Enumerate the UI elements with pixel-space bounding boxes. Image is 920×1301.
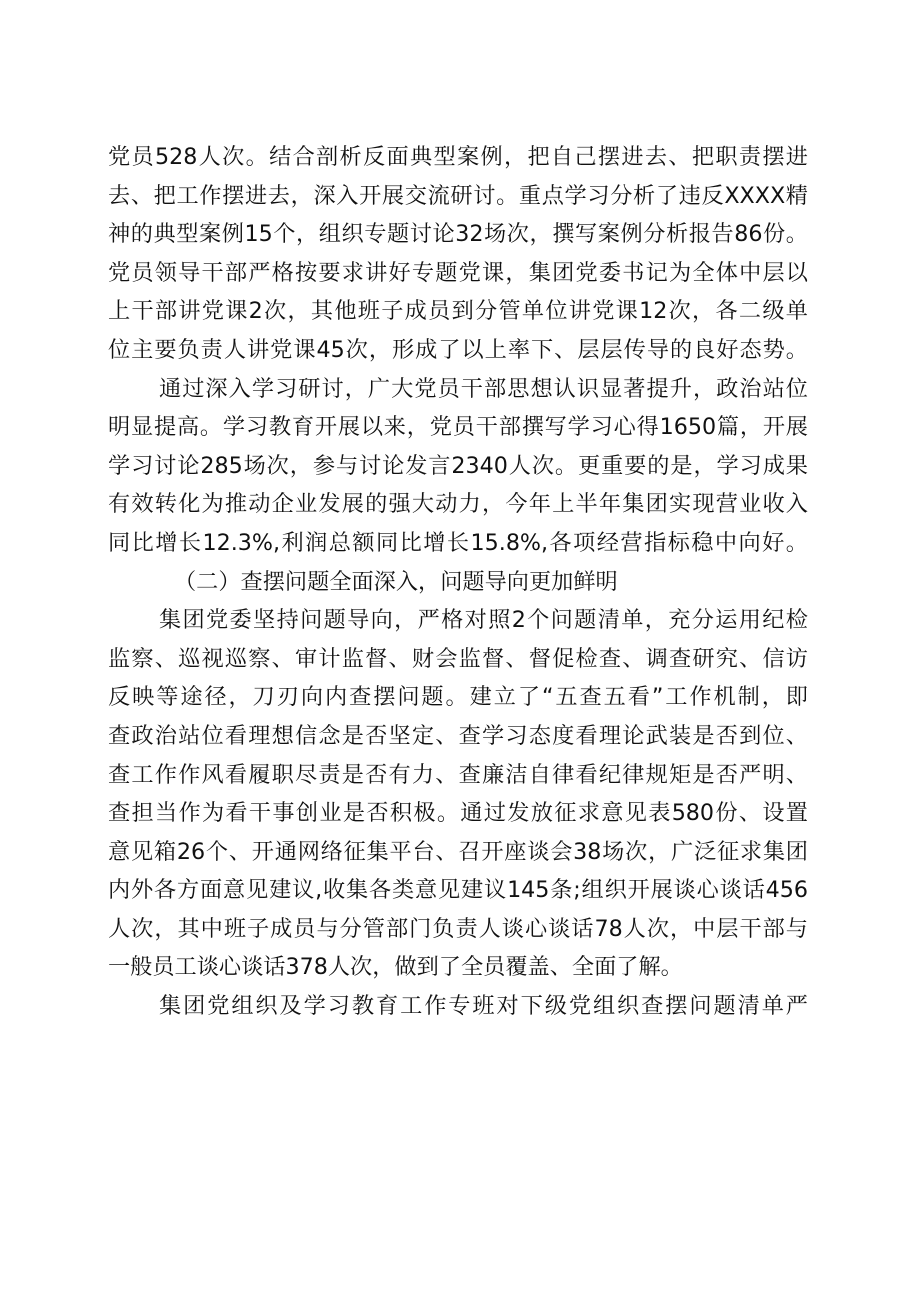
paragraph-line: 位主要负责人讲党课45次，形成了以上率下、层层传导的良好态势。 (108, 336, 808, 363)
paragraph-line: 党员领导干部严格按要求讲好专题党课，集团党委书记为全体中层以 (108, 259, 808, 286)
paragraph-line: 同比增长12.3%,利润总额同比增长15.8%,各项经营指标稳中向好。 (108, 529, 808, 556)
paragraph-line: 反映等途径，刀刃向内查摆问题。建立了“五查五看”工作机制，即 (108, 684, 808, 711)
paragraph-line: 集团党组织及学习教育工作专班对下级党组织查摆问题清单严 (159, 993, 808, 1020)
paragraph-line: 查担当作为看干事创业是否积极。通过发放征求意见表580份、设置 (108, 800, 808, 827)
paragraph-line: 有效转化为推动企业发展的强大动力，今年上半年集团实现营业收入 (108, 491, 808, 518)
paragraph-line: 学习讨论285场次，参与讨论发言2340人次。更重要的是，学习成果 (108, 452, 808, 479)
paragraph-line: 查政治站位看理想信念是否坚定、查学习态度看理论武装是否到位、 (108, 722, 808, 749)
paragraph-line: 集团党委坚持问题导向，严格对照2个问题清单，充分运用纪检 (159, 607, 808, 634)
paragraph-line: 明显提高。学习教育开展以来，党员干部撰写学习心得1650篇，开展 (108, 414, 808, 441)
paragraph-line: 查工作作风看履职尽责是否有力、查廉洁自律看纪律规矩是否严明、 (108, 761, 808, 788)
paragraph-line: 通过深入学习研讨，广大党员干部思想认识显著提升，政治站位 (159, 375, 808, 402)
paragraph-line: 党员528人次。结合剖析反面典型案例，把自己摆进去、把职责摆进 (108, 144, 808, 170)
paragraph-line: 内外各方面意见建议,收集各类意见建议145条;组织开展谈心谈话456 (108, 877, 808, 904)
paragraph-line: 意见箱26个、开通网络征集平台、召开座谈会38场次，广泛征求集团 (108, 838, 808, 865)
paragraph-line: 人次，其中班子成员与分管部门负责人谈心谈话78人次，中层干部与 (108, 915, 808, 942)
paragraph-line: 一般员工谈心谈话378人次，做到了全员覆盖、全面了解。 (108, 954, 683, 981)
paragraph-line: 去、把工作摆进去，深入开展交流研讨。重点学习分析了违反XXXX精 (108, 182, 808, 209)
document-body (108, 138, 808, 1026)
section-heading: （二）查摆问题全面深入，问题导向更加鲜明 (174, 568, 618, 595)
paragraph-line: 神的典型案例15个，组织专题讨论32场次，撰写案例分析报告86份。 (108, 221, 808, 248)
paragraph-line: 监察、巡视巡察、审计监督、财会监督、督促检查、调查研究、信访 (108, 645, 808, 672)
paragraph-line: 上干部讲党课2次，其他班子成员到分管单位讲党课12次，各二级单 (108, 298, 808, 325)
